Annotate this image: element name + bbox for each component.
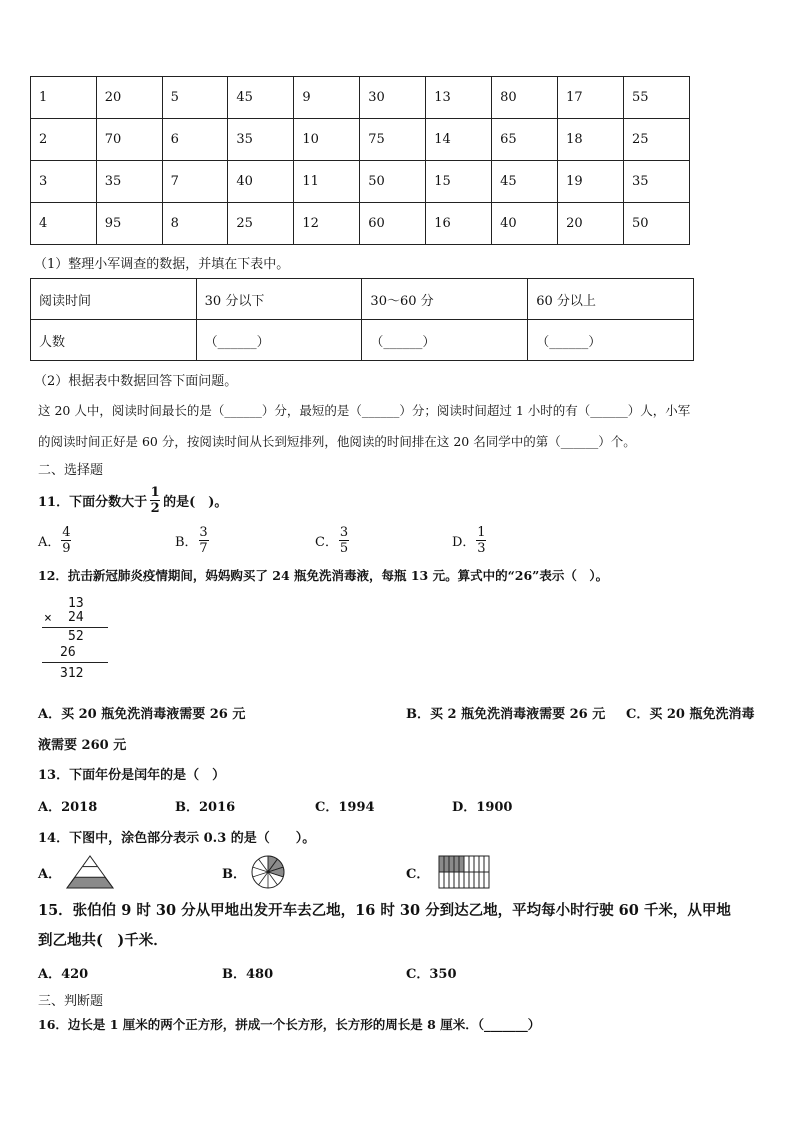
q12-multiplication bbox=[40, 596, 110, 686]
reading-minutes-cell: 45 bbox=[228, 77, 294, 119]
reading-minutes-cell: 95 bbox=[96, 203, 162, 245]
mult-partial-1: 52 bbox=[68, 629, 84, 644]
q16-question: 16．边长是 1 厘米的两个正方形，拼成一个长方形，长方形的周长是 8 厘米．（_______） bbox=[38, 1017, 541, 1032]
q13-question: 13．下面年份是闰年的是（ ） bbox=[38, 768, 226, 783]
q11-option-c[interactable] bbox=[315, 520, 350, 560]
q10-part1: （1）整理小军调查的数据，并填在下表中。 bbox=[34, 257, 290, 272]
student-number-cell: 4 bbox=[31, 203, 97, 245]
q12-question: 12．抗击新冠肺炎疫情期间，妈妈购买了 24 瓶免洗消毒液，每瓶 13 元。算式中的“26”表示（ ）。 bbox=[38, 568, 609, 583]
reading-minutes-cell: 25 bbox=[624, 119, 690, 161]
reading-minutes-cell: 75 bbox=[360, 119, 426, 161]
reading-time-table bbox=[30, 278, 694, 361]
q15-option-c[interactable]: C．350 bbox=[406, 967, 457, 982]
q11-b-den: 7 bbox=[199, 540, 208, 556]
q11-frac-den: 2 bbox=[150, 500, 160, 516]
shaded-grid-figure bbox=[437, 854, 491, 890]
reading-minutes-cell: 45 bbox=[492, 161, 558, 203]
q11-d-fraction bbox=[475, 525, 487, 556]
mult-b: 24 bbox=[68, 610, 84, 625]
q10-p2-line1: 这 20 人中，阅读时间最长的是（______）分，最短的是（______）分；阅读时间超过 1 小时的有（______）人，小军 bbox=[38, 403, 691, 418]
table-row bbox=[31, 203, 690, 245]
q12-option-c-cont: 液需要 260 元 bbox=[38, 738, 127, 753]
q12-option-a[interactable]: A．买 20 瓶免洗消毒液需要 26 元 bbox=[38, 707, 246, 722]
q15-line2: 到乙地共( )千米． bbox=[38, 932, 168, 949]
student-number-cell: 19 bbox=[558, 161, 624, 203]
student-number-cell: 3 bbox=[31, 161, 97, 203]
reading-minutes-cell: 35 bbox=[624, 161, 690, 203]
student-number-cell: 11 bbox=[294, 161, 360, 203]
reading-minutes-cell: 50 bbox=[624, 203, 690, 245]
q11-a-label: A． bbox=[38, 534, 61, 550]
student-number-cell: 2 bbox=[31, 119, 97, 161]
q14-option-c[interactable] bbox=[406, 854, 491, 890]
reading-minutes-cell: 40 bbox=[228, 161, 294, 203]
q11-c-fraction bbox=[338, 525, 350, 556]
mult-partial-2: 26 bbox=[60, 645, 76, 660]
q11-b-fraction bbox=[198, 525, 210, 556]
q14-b-label: B． bbox=[222, 866, 246, 882]
header-over-60: 60 分以上 bbox=[528, 279, 694, 320]
student-number-cell: 8 bbox=[162, 203, 228, 245]
q11-c-den: 5 bbox=[339, 540, 349, 556]
q11-d-den: 3 bbox=[477, 540, 486, 556]
mult-op: × bbox=[44, 611, 52, 626]
q11-c-label: C． bbox=[315, 534, 338, 550]
q15-line1: 15．张伯伯 9 时 30 分从甲地出发开车去乙地，16 时 30 分到达乙地，平均每小时行驶 60 千米，从甲地 bbox=[38, 902, 731, 919]
reading-minutes-cell: 70 bbox=[96, 119, 162, 161]
student-number-cell: 12 bbox=[294, 203, 360, 245]
student-number-cell: 9 bbox=[294, 77, 360, 119]
q14-question: 14．下图中，涂色部分表示 0.3 的是（ ）。 bbox=[38, 831, 316, 846]
q11-fraction bbox=[149, 485, 161, 516]
mult-a: 13 bbox=[68, 596, 84, 611]
reading-minutes-cell: 25 bbox=[228, 203, 294, 245]
student-number-cell: 5 bbox=[162, 77, 228, 119]
reading-minutes-cell: 40 bbox=[492, 203, 558, 245]
reading-minutes-cell: 65 bbox=[492, 119, 558, 161]
q11-a-fraction bbox=[60, 525, 72, 556]
q14-a-label: A． bbox=[38, 866, 62, 882]
q11-a-den: 9 bbox=[62, 540, 71, 556]
student-number-cell: 14 bbox=[426, 119, 492, 161]
reading-minutes-cell: 20 bbox=[96, 77, 162, 119]
student-number-cell: 16 bbox=[426, 203, 492, 245]
reading-minutes-cell: 60 bbox=[360, 203, 426, 245]
q11-c-num: 3 bbox=[339, 524, 349, 540]
student-number-cell: 18 bbox=[558, 119, 624, 161]
mult-line-1 bbox=[42, 627, 108, 628]
header-30-60: 30～60 分 bbox=[362, 279, 528, 320]
q10-p2-line2: 的阅读时间正好是 60 分，按阅读时间从长到短排列，他阅读的时间排在这 20 名同学中的第（______）个。 bbox=[38, 434, 636, 449]
q11-option-a[interactable] bbox=[38, 520, 72, 560]
mult-line-2 bbox=[42, 662, 108, 663]
q11-d-num: 1 bbox=[477, 524, 486, 540]
shaded-circle-figure bbox=[249, 854, 287, 890]
q13-option-c[interactable]: C．1994 bbox=[315, 800, 375, 815]
header-reading-time: 阅读时间 bbox=[31, 279, 197, 320]
q14-c-label: C． bbox=[406, 866, 430, 882]
q11-option-b[interactable] bbox=[175, 520, 210, 560]
q11-frac-num: 1 bbox=[150, 484, 160, 500]
q11-question bbox=[38, 480, 227, 520]
mult-result: 312 bbox=[60, 666, 84, 681]
reading-minutes-cell: 55 bbox=[624, 77, 690, 119]
q10-part2: （2）根据表中数据回答下面问题。 bbox=[34, 374, 238, 389]
q12-option-c[interactable]: C．买 20 瓶免洗消毒 bbox=[626, 707, 755, 722]
q14-option-b[interactable] bbox=[222, 854, 287, 890]
shaded-triangle-figure bbox=[65, 854, 115, 890]
student-number-cell: 10 bbox=[294, 119, 360, 161]
q13-option-d[interactable]: D．1900 bbox=[452, 800, 513, 815]
section-choice-heading: 二、选择题 bbox=[38, 463, 104, 478]
q12-option-b[interactable]: B．买 2 瓶免洗消毒液需要 26 元 bbox=[406, 707, 606, 722]
student-number-cell: 17 bbox=[558, 77, 624, 119]
reading-minutes-cell: 35 bbox=[228, 119, 294, 161]
reading-minutes-cell: 30 bbox=[360, 77, 426, 119]
q15-option-b[interactable]: B．480 bbox=[222, 967, 274, 982]
survey-data-table bbox=[30, 76, 690, 245]
q15-option-a[interactable]: A．420 bbox=[38, 967, 89, 982]
student-number-cell: 13 bbox=[426, 77, 492, 119]
student-number-cell: 6 bbox=[162, 119, 228, 161]
row-label-count: 人数 bbox=[31, 320, 197, 361]
q13-option-b[interactable]: B．2016 bbox=[175, 800, 236, 815]
blank-30-60[interactable]: （______） bbox=[362, 320, 528, 361]
table-row bbox=[31, 161, 690, 203]
student-number-cell: 15 bbox=[426, 161, 492, 203]
header-under-30: 30 分以下 bbox=[196, 279, 362, 320]
reading-minutes-cell: 50 bbox=[360, 161, 426, 203]
q11-b-label: B． bbox=[175, 534, 198, 550]
q14-option-a[interactable] bbox=[38, 854, 115, 890]
student-number-cell: 7 bbox=[162, 161, 228, 203]
q11-suffix: 的是( )。 bbox=[163, 494, 228, 510]
q11-a-num: 4 bbox=[62, 524, 71, 540]
reading-minutes-cell: 35 bbox=[96, 161, 162, 203]
q13-option-a[interactable]: A．2018 bbox=[38, 800, 98, 815]
blank-over-60[interactable]: （______） bbox=[528, 320, 694, 361]
table-row bbox=[31, 119, 690, 161]
table-row bbox=[31, 77, 690, 119]
q11-option-d[interactable] bbox=[452, 520, 487, 560]
student-number-cell: 1 bbox=[31, 77, 97, 119]
reading-minutes-cell: 80 bbox=[492, 77, 558, 119]
student-number-cell: 20 bbox=[558, 203, 624, 245]
q11-b-num: 3 bbox=[199, 524, 208, 540]
q11-prefix: 11．下面分数大于 bbox=[38, 494, 148, 510]
blank-under-30[interactable]: （______） bbox=[196, 320, 362, 361]
q11-d-label: D． bbox=[452, 534, 476, 550]
section-judge-heading: 三、判断题 bbox=[38, 994, 104, 1009]
